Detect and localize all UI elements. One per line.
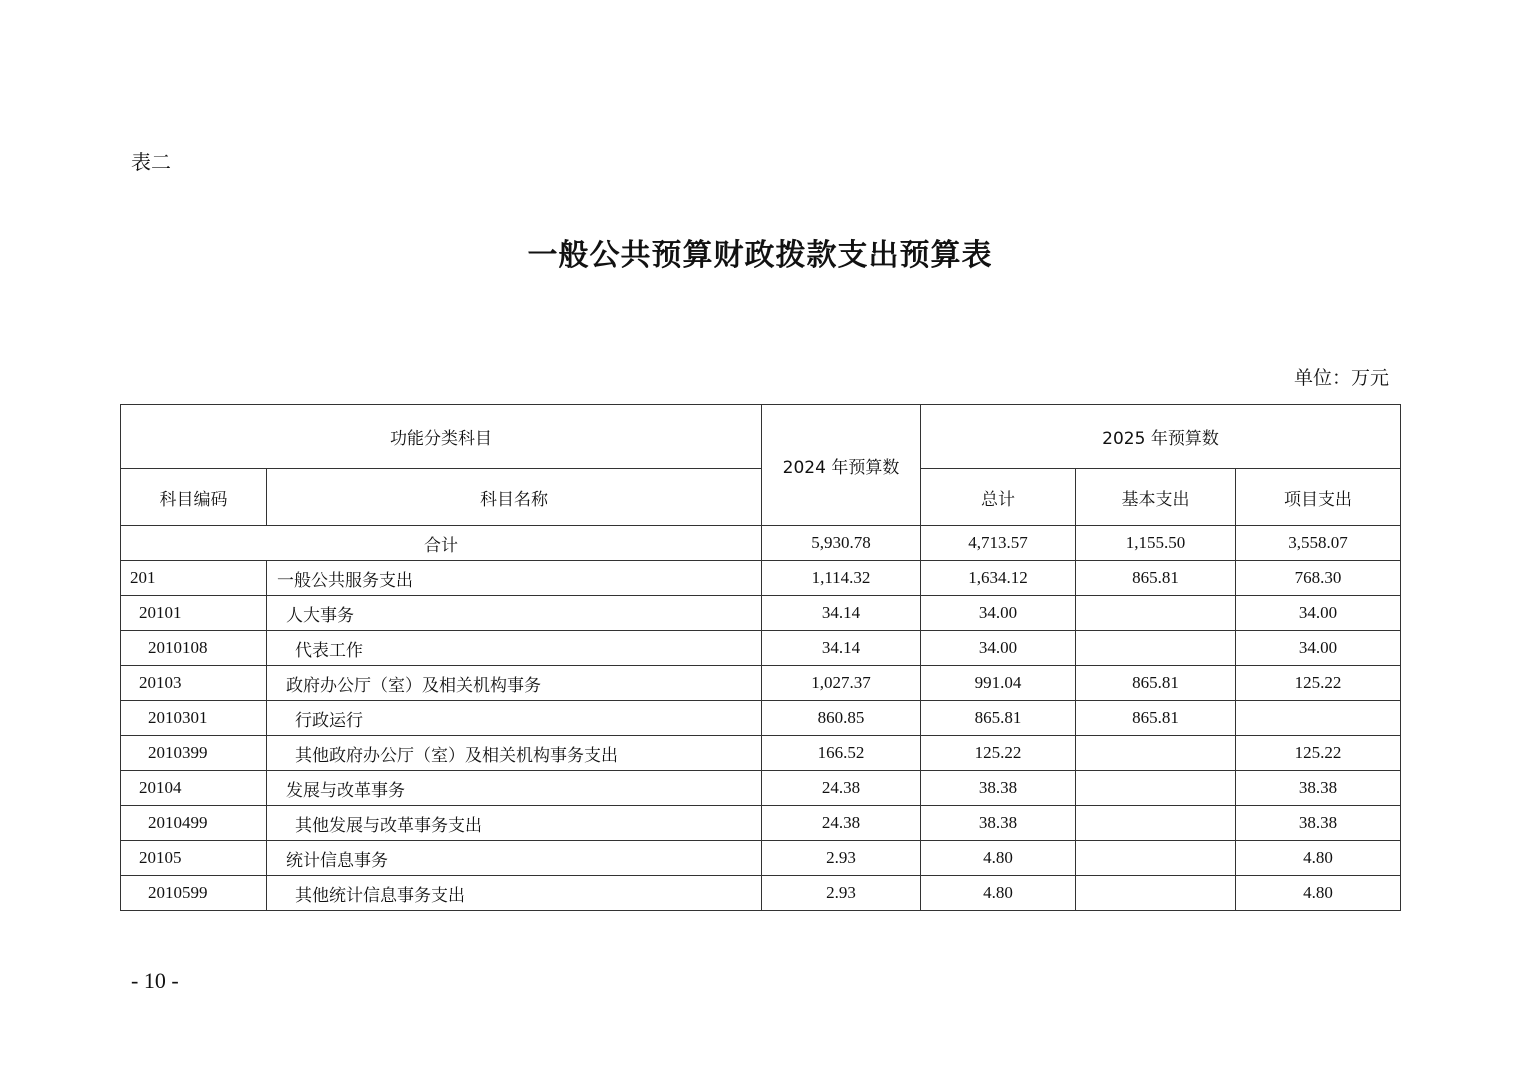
cell-2024: 860.85: [762, 701, 921, 736]
header-name: 科目名称: [267, 469, 762, 526]
cell-2024: 2.93: [762, 876, 921, 911]
cell-2024: 166.52: [762, 736, 921, 771]
table-row: [121, 876, 1401, 911]
total-total: 4,713.57: [921, 526, 1076, 561]
cell-project: 768.30: [1236, 561, 1401, 596]
cell-2024: 24.38: [762, 806, 921, 841]
cell-code: 2010108: [121, 631, 267, 666]
header-function-category: 功能分类科目: [121, 405, 762, 469]
header-total: 总计: [921, 469, 1076, 526]
total-project: 3,558.07: [1236, 526, 1401, 561]
cell-code: 2010301: [121, 701, 267, 736]
cell-project: 34.00: [1236, 631, 1401, 666]
cell-2024: 2.93: [762, 841, 921, 876]
header-project: 项目支出: [1236, 469, 1401, 526]
cell-name: 其他发展与改革事务支出: [267, 806, 762, 841]
cell-2024: 34.14: [762, 596, 921, 631]
table-label: 表二: [131, 150, 171, 174]
cell-project: 38.38: [1236, 806, 1401, 841]
cell-total: 4.80: [921, 876, 1076, 911]
cell-basic: 865.81: [1076, 701, 1236, 736]
cell-basic: [1076, 876, 1236, 911]
table-row: [121, 666, 1401, 701]
page-number: - 10 -: [131, 968, 179, 993]
header-basic: 基本支出: [1076, 469, 1236, 526]
page-title: 一般公共预算财政拨款支出预算表: [527, 238, 993, 273]
cell-code: 2010499: [121, 806, 267, 841]
cell-code: 201: [121, 561, 267, 596]
cell-total: 865.81: [921, 701, 1076, 736]
cell-2024: 24.38: [762, 771, 921, 806]
cell-project: 4.80: [1236, 841, 1401, 876]
cell-total: 34.00: [921, 631, 1076, 666]
cell-code: 20105: [121, 841, 267, 876]
cell-name: 行政运行: [267, 701, 762, 736]
table-row: [121, 596, 1401, 631]
cell-project: 4.80: [1236, 876, 1401, 911]
cell-project: [1236, 701, 1401, 736]
cell-basic: [1076, 841, 1236, 876]
cell-project: 125.22: [1236, 736, 1401, 771]
cell-name: 其他政府办公厅（室）及相关机构事务支出: [267, 736, 762, 771]
table-row: [121, 736, 1401, 771]
table-row: [121, 631, 1401, 666]
cell-code: 20101: [121, 596, 267, 631]
cell-project: 38.38: [1236, 771, 1401, 806]
total-row: [121, 526, 1401, 561]
header-budget-2025: 2025 年预算数: [921, 405, 1401, 469]
table-row: [121, 806, 1401, 841]
budget-table: [120, 404, 1401, 911]
cell-name: 统计信息事务: [267, 841, 762, 876]
header-row-1: [121, 405, 1401, 469]
cell-basic: 865.81: [1076, 666, 1236, 701]
cell-total: 1,634.12: [921, 561, 1076, 596]
header-row-2: [121, 469, 1401, 526]
header-code: 科目编码: [121, 469, 267, 526]
cell-basic: [1076, 806, 1236, 841]
header-budget-2024: 2024 年预算数: [762, 405, 921, 526]
unit-label: 单位：万元: [1293, 367, 1389, 389]
cell-code: 20104: [121, 771, 267, 806]
total-basic: 1,155.50: [1076, 526, 1236, 561]
cell-total: 4.80: [921, 841, 1076, 876]
cell-basic: [1076, 596, 1236, 631]
cell-name: 发展与改革事务: [267, 771, 762, 806]
total-2024: 5,930.78: [762, 526, 921, 561]
cell-code: 20103: [121, 666, 267, 701]
table-row: [121, 701, 1401, 736]
cell-basic: [1076, 771, 1236, 806]
cell-project: 34.00: [1236, 596, 1401, 631]
cell-code: 2010599: [121, 876, 267, 911]
cell-name: 一般公共服务支出: [267, 561, 762, 596]
cell-basic: [1076, 736, 1236, 771]
total-label: 合计: [121, 526, 762, 561]
cell-basic: [1076, 631, 1236, 666]
cell-name: 政府办公厅（室）及相关机构事务: [267, 666, 762, 701]
cell-2024: 1,027.37: [762, 666, 921, 701]
cell-total: 38.38: [921, 771, 1076, 806]
cell-name: 人大事务: [267, 596, 762, 631]
cell-2024: 1,114.32: [762, 561, 921, 596]
cell-basic: 865.81: [1076, 561, 1236, 596]
table-row: [121, 841, 1401, 876]
cell-code: 2010399: [121, 736, 267, 771]
table-row: [121, 771, 1401, 806]
cell-2024: 34.14: [762, 631, 921, 666]
cell-name: 代表工作: [267, 631, 762, 666]
cell-total: 34.00: [921, 596, 1076, 631]
cell-total: 38.38: [921, 806, 1076, 841]
cell-project: 125.22: [1236, 666, 1401, 701]
cell-name: 其他统计信息事务支出: [267, 876, 762, 911]
cell-total: 125.22: [921, 736, 1076, 771]
cell-total: 991.04: [921, 666, 1076, 701]
table-row: [121, 561, 1401, 596]
